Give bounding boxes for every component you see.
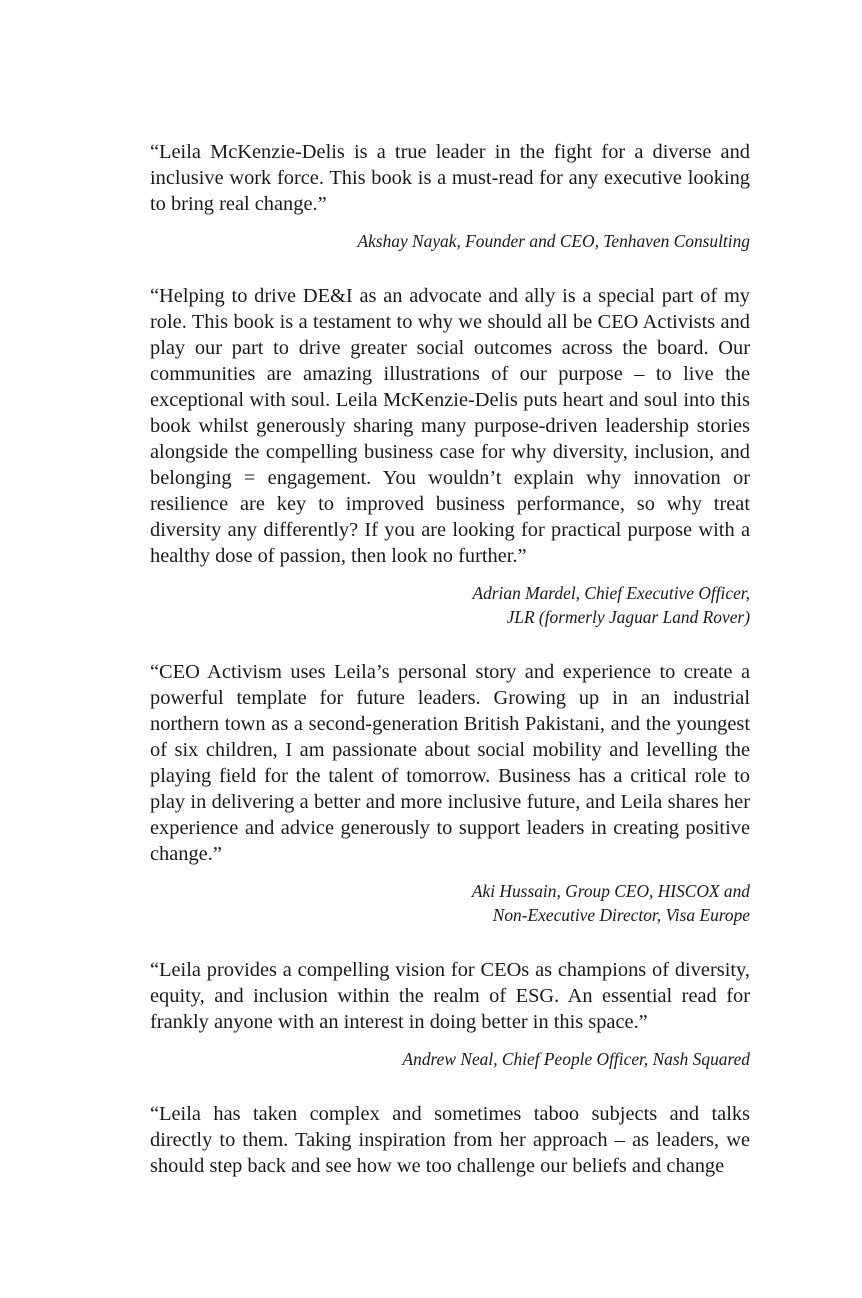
endorsement-attribution: [150, 1047, 750, 1071]
attribution-line: JLR (formerly Jaguar Land Rover): [506, 607, 750, 627]
endorsements-page: [150, 139, 750, 1179]
endorsement-attribution: [150, 581, 750, 629]
attribution-line: Aki Hussain, Group CEO, HISCOX and: [471, 881, 750, 901]
endorsement: [150, 1101, 750, 1179]
attribution-line: Adrian Mardel, Chief Executive Officer,: [472, 583, 750, 603]
endorsement-quote: “Leila McKenzie-Delis is a true leader in the fight for a diverse and inclusive work force. This book is a must-read for any executive looking to bring real change.”: [150, 141, 750, 215]
endorsement-quote: “Helping to drive DE&I as an advocate and ally is a special part of my role. This book is a testament to why we should all be CEO Activists and play our part to drive greater social outcomes across the board. Our communities are amazing illustrations of our purpose – to live the exceptional with soul. Leila McKenzie-Delis puts heart and soul into this book whilst generously sharing many purpose-driven leadership stories alongside the compelling business case for why diversity, inclusion, and belonging = engagement. You wouldn’t explain why innovation or resilience are key to improved business performance, so why treat diversity any differently? If you are looking for practical purpose with a healthy dose of passion, then look no further.”: [150, 285, 750, 567]
endorsement: [150, 659, 750, 927]
endorsement: [150, 283, 750, 629]
endorsement-quote: “Leila provides a compelling vision for CEOs as champions of diversity, equity, and inclusion within the realm of ESG. An essential read for frankly anyone with an interest in doing better in this space.”: [150, 959, 750, 1033]
endorsement: [150, 139, 750, 253]
attribution-line: Andrew Neal, Chief People Officer, Nash Squared: [402, 1049, 750, 1069]
endorsement-attribution: [150, 879, 750, 927]
endorsement-quote: “CEO Activism uses Leila’s personal story and experience to create a powerful template for future leaders. Growing up in an industrial northern town as a second-generation British Pakistani, and the youngest of six children, I am passionate about social mobility and levelling the playing field for the talent of tomorrow. Business has a critical role to play in delivering a better and more inclusive future, and Leila shares her experience and advice generously to support leaders in creating positive change.”: [150, 661, 750, 865]
attribution-line: Akshay Nayak, Founder and CEO, Tenhaven Consulting: [357, 231, 750, 251]
attribution-line: Non-Executive Director, Visa Europe: [492, 905, 750, 925]
endorsement-attribution: [150, 229, 750, 253]
endorsement-quote: “Leila has taken complex and sometimes taboo subjects and talks directly to them. Taking inspiration from her approach – as leaders, we should step back and see how we too challenge our beliefs and change: [150, 1103, 750, 1177]
endorsement: [150, 957, 750, 1071]
